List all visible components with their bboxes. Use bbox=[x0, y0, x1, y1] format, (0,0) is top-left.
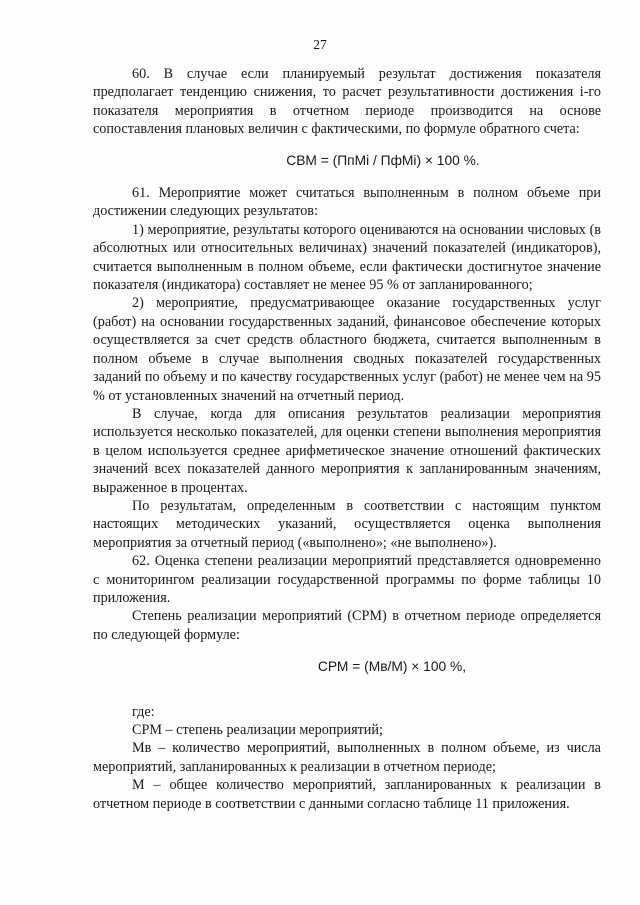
paragraph-61-several-indicators: В случае, когда для описания результатов реализации мероприятия используется несколько показателей, для оценки степени выполнения мероприятия в целом используется среднее арифметическое значение отношений фактических значений всех показателей данного мероприятия к запланированным значениям, выраженное в процентах. bbox=[93, 405, 601, 496]
definition-m: М – общее количество мероприятий, запланированных к реализации в отчетном периоде в соответствии с данными согласно таблице 11 приложения. bbox=[93, 777, 601, 812]
formula-reverse-count: СВМ = (ПпМi / ПфМi) × 100 %. bbox=[286, 152, 480, 168]
document-body bbox=[93, 65, 601, 813]
paragraph-61: 61. Мероприятие может считаться выполненным в полном объеме при достижении следующих результатов: bbox=[93, 185, 601, 220]
paragraph-61-evaluation: По результатам, определенным в соответствии с настоящим пунктом настоящих методических указаний, осуществляется оценка выполнения мероприятия за отчетный период («выполнено»; «не выполнено»). bbox=[93, 497, 601, 551]
paragraph-61-item-1: 1) мероприятие, результаты которого оцениваются на основании числовых (в абсолютных или относительных величинах) значений показателей (индикаторов), считается выполненным в полном объеме, если фактически достигнутое значение показателя (индикатора) составляет не менее 95 % от запланированного; bbox=[93, 221, 601, 294]
definition-srm: СРМ – степень реализации мероприятий; bbox=[132, 722, 383, 738]
formula-srm: СРМ = (Мв/М) × 100 %, bbox=[317, 659, 467, 675]
definition-mv: Мв – количество мероприятий, выполненных в полном объеме, из числа мероприятий, запланированных к реализации в отчетном периоде; bbox=[93, 740, 601, 775]
where-label: где: bbox=[132, 703, 155, 720]
paragraph-61-item-2: 2) мероприятие, предусматривающее оказание государственных услуг (работ) на основании государственных заданий, финансовое обеспечение которых осуществляется за счет средств областного бюджета, считается выполненным в полном объеме в случае выполнения сводных показателей государственных заданий по объему и по качеству государственных услуг (работ) не менее чем на 95 % от установленных значений на отчетный период. bbox=[93, 295, 601, 404]
paragraph-62-degree: Степень реализации мероприятий (СРМ) в отчетном периоде определяется по следующей формуле: bbox=[93, 608, 601, 643]
paragraph-62: 62. Оценка степени реализации мероприятий представляется одновременно с мониторингом реализации государственной программы по форме таблицы 10 приложения. bbox=[93, 553, 601, 606]
page-number: 27 bbox=[313, 37, 327, 52]
paragraph-60: 60. В случае если планируемый результат достижения показателя предполагает тенденцию снижения, то расчет результативности достижения i-го показателя мероприятия в отчетном периоде производится на основе сопоставления плановых величин с фактическими, по формуле обратного счета: bbox=[93, 66, 601, 138]
